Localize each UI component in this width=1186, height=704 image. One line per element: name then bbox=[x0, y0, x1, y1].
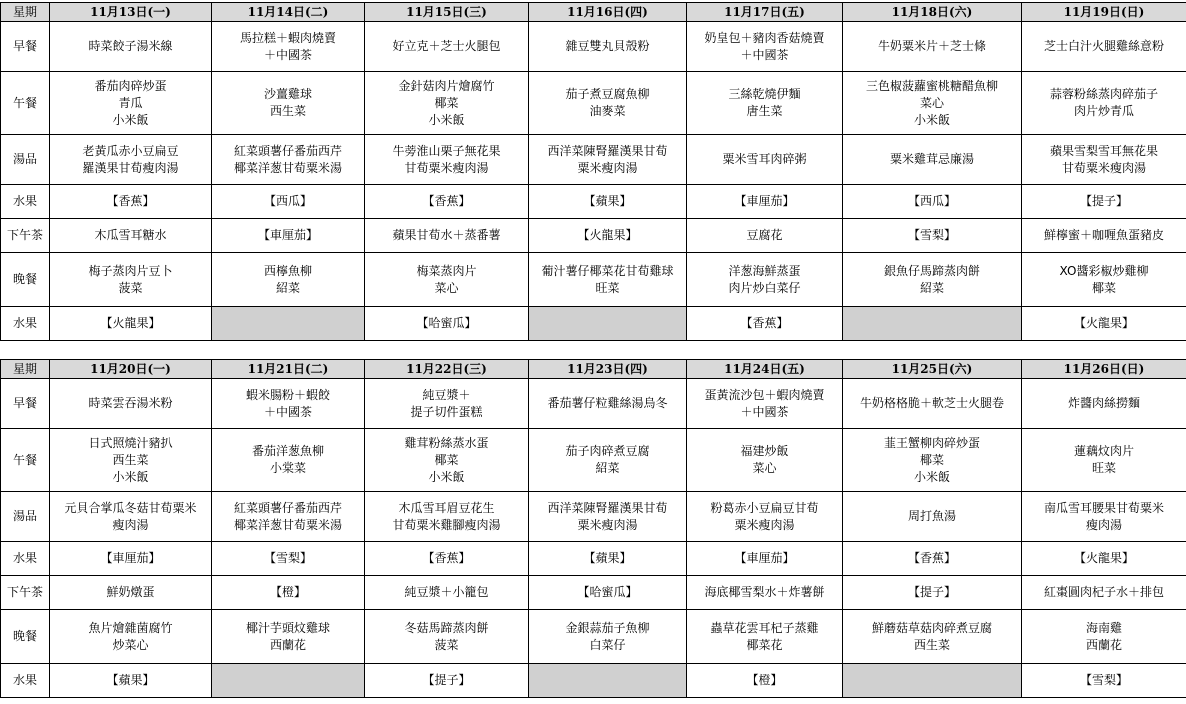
menu-cell bbox=[687, 492, 843, 542]
menu-item-line: 奶皇包＋豬肉香菇燒賣 bbox=[704, 30, 825, 45]
menu-item-line: 肉片炒白菜仔 bbox=[728, 280, 801, 295]
menu-item-line: 【蘋果】 bbox=[583, 194, 632, 208]
menu-table bbox=[0, 359, 1186, 698]
menu-item-line: 【香蕉】 bbox=[740, 316, 789, 330]
menu-cell bbox=[1022, 185, 1186, 219]
menu-item-line: 粉葛赤小豆扁豆甘荀 bbox=[710, 500, 819, 515]
menu-cell bbox=[50, 379, 212, 429]
menu-item-line: 蘋果雪梨雪耳無花果 bbox=[1049, 143, 1158, 158]
menu-cell bbox=[1022, 307, 1186, 341]
menu-cell bbox=[687, 72, 843, 135]
menu-item-line: ＋中國茶 bbox=[740, 404, 789, 419]
week-1-menu bbox=[0, 2, 1186, 341]
menu-item-line: 粟米瘦肉湯 bbox=[577, 160, 638, 175]
dinner-row bbox=[1, 610, 1186, 664]
menu-item-line: 木瓜雪耳眉豆花生 bbox=[398, 500, 495, 515]
date-header: 11月25日(六) bbox=[843, 360, 1022, 379]
menu-cell bbox=[212, 135, 365, 185]
weekday-header-label: 星期 bbox=[1, 3, 50, 22]
menu-cell bbox=[50, 72, 212, 135]
menu-item-line: 冬菇馬蹄蒸肉餅 bbox=[404, 620, 489, 635]
menu-cell bbox=[365, 253, 529, 307]
menu-item-line: 雞茸粉絲蒸水蛋 bbox=[404, 435, 489, 450]
menu-item-line: 小米飯 bbox=[913, 469, 950, 484]
menu-item-line: 鮮檸蜜＋咖喱魚蛋豬皮 bbox=[1043, 228, 1164, 242]
menu-cell bbox=[365, 379, 529, 429]
menu-item-line: 菠菜 bbox=[118, 280, 143, 295]
menu-item-line: 提子切件蛋糕 bbox=[410, 404, 483, 419]
meal-label: 水果 bbox=[1, 185, 50, 219]
date-header: 11月15日(三) bbox=[365, 3, 529, 22]
menu-cell bbox=[687, 610, 843, 664]
menu-item-line: 【香蕉】 bbox=[422, 551, 471, 565]
menu-item-line: 蘋果甘荀水＋蒸番薯 bbox=[392, 228, 501, 242]
menu-item-line: 菜心 bbox=[434, 280, 459, 295]
menu-cell bbox=[212, 72, 365, 135]
menu-cell bbox=[687, 135, 843, 185]
menu-item-line: 羅漢果甘荀瘦肉湯 bbox=[82, 160, 179, 175]
menu-cell bbox=[1022, 492, 1186, 542]
lunch-row bbox=[1, 429, 1186, 492]
menu-item-line: 鮮奶燉蛋 bbox=[106, 585, 155, 599]
menu-item-line: 小米飯 bbox=[112, 112, 149, 127]
meal-label: 早餐 bbox=[1, 22, 50, 72]
menu-cell bbox=[212, 253, 365, 307]
menu-cell bbox=[529, 185, 687, 219]
menu-item-line: 小米飯 bbox=[428, 469, 465, 484]
menu-item-line: 海底椰雪梨水＋炸薯餅 bbox=[704, 585, 825, 599]
date-header: 11月21日(二) bbox=[212, 360, 365, 379]
menu-cell bbox=[365, 610, 529, 664]
menu-item-line: 西生菜 bbox=[112, 452, 149, 467]
menu-cell bbox=[687, 253, 843, 307]
menu-item-line: 金銀蒜茄子魚柳 bbox=[565, 620, 650, 635]
menu-item-line: 西洋菜陳腎羅漢果甘荀 bbox=[547, 143, 668, 158]
empty-cell bbox=[212, 664, 365, 698]
menu-cell bbox=[687, 185, 843, 219]
menu-item-line: 好立克＋芝士火腿包 bbox=[392, 39, 501, 53]
menu-cell bbox=[529, 135, 687, 185]
menu-cell bbox=[529, 429, 687, 492]
menu-cell bbox=[529, 22, 687, 72]
date-header: 11月17日(五) bbox=[687, 3, 843, 22]
menu-cell bbox=[365, 185, 529, 219]
menu-item-line: 【火龍果】 bbox=[100, 316, 161, 330]
menu-cell bbox=[365, 576, 529, 610]
menu-item-line: 【蘋果】 bbox=[106, 673, 155, 687]
menu-cell bbox=[365, 307, 529, 341]
menu-cell bbox=[365, 542, 529, 576]
menu-cell bbox=[50, 22, 212, 72]
menu-cell bbox=[50, 135, 212, 185]
menu-item-line: 西生菜 bbox=[913, 637, 950, 652]
menu-item-line: 旺菜 bbox=[1091, 461, 1116, 475]
menu-item-line: 番茄薯仔粒雞絲湯烏冬 bbox=[547, 396, 668, 410]
menu-item-line: ＋中國茶 bbox=[263, 47, 312, 62]
menu-item-line: 茄子煮豆腐魚柳 bbox=[565, 87, 650, 101]
menu-item-line: 牛奶粟米片＋芝士條 bbox=[877, 39, 986, 53]
menu-item-line: 椰菜 bbox=[434, 452, 459, 467]
menu-item-line: 椰菜洋葱甘荀粟米湯 bbox=[233, 517, 342, 532]
empty-cell bbox=[529, 664, 687, 698]
menu-cell bbox=[843, 610, 1022, 664]
menu-item-line: 瘦肉湯 bbox=[1085, 517, 1122, 532]
menu-item-line: XO醬彩椒炒雞柳 bbox=[1059, 263, 1149, 278]
menu-item-line: 【香蕉】 bbox=[907, 551, 956, 565]
empty-cell bbox=[212, 307, 365, 341]
menu-cell bbox=[1022, 22, 1186, 72]
meal-label: 午餐 bbox=[1, 429, 50, 492]
menu-item-line: 紅菜頭薯仔番茄西芹 bbox=[233, 143, 342, 158]
menu-item-line: 海南雞 bbox=[1085, 620, 1122, 635]
menu-cell bbox=[1022, 253, 1186, 307]
weekday-header-label: 星期 bbox=[1, 360, 50, 379]
menu-item-line: 瘦肉湯 bbox=[112, 517, 149, 532]
menu-cell bbox=[1022, 429, 1186, 492]
menu-cell bbox=[687, 664, 843, 698]
menu-cell bbox=[365, 135, 529, 185]
menu-item-line: 西生菜 bbox=[269, 104, 306, 118]
menu-cell bbox=[843, 379, 1022, 429]
menu-cell bbox=[50, 664, 212, 698]
menu-item-line: ＋中國茶 bbox=[740, 47, 789, 62]
menu-item-line: 炸醬肉絲撈麵 bbox=[1067, 396, 1140, 410]
evening-fruit-row bbox=[1, 664, 1186, 698]
menu-item-line: 椰菜花 bbox=[746, 637, 783, 652]
menu-cell bbox=[529, 379, 687, 429]
menu-item-line: 菜心 bbox=[752, 461, 777, 475]
menu-item-line: 菜心 bbox=[919, 95, 944, 110]
menu-item-line: 牛蒡淮山栗子無花果 bbox=[392, 143, 501, 158]
menu-item-line: 椰菜洋葱甘荀粟米湯 bbox=[233, 160, 342, 175]
menu-item-line: 【車厘茄】 bbox=[734, 194, 795, 208]
menu-item-line: 椰菜 bbox=[434, 95, 459, 110]
menu-cell bbox=[50, 185, 212, 219]
menu-item-line: 西蘭花 bbox=[1085, 637, 1122, 652]
fruit-row bbox=[1, 542, 1186, 576]
menu-item-line: 木瓜雪耳糖水 bbox=[94, 228, 167, 242]
menu-cell bbox=[50, 492, 212, 542]
menu-cell bbox=[687, 219, 843, 253]
menu-item-line: 紅棗圓肉杞子水＋排包 bbox=[1043, 585, 1164, 599]
menu-item-line: 【蘋果】 bbox=[583, 551, 632, 565]
menu-item-line: 梅子蒸肉片豆卜 bbox=[88, 263, 173, 278]
menu-cell bbox=[529, 72, 687, 135]
menu-item-line: 蓮藕炆肉片 bbox=[1073, 444, 1134, 458]
menu-item-line: 【火龍果】 bbox=[1073, 316, 1134, 330]
menu-table bbox=[0, 2, 1186, 341]
lunch-row bbox=[1, 72, 1186, 135]
menu-item-line: 【車厘茄】 bbox=[734, 551, 795, 565]
meal-label: 晚餐 bbox=[1, 253, 50, 307]
date-header: 11月26日(日) bbox=[1022, 360, 1186, 379]
menu-cell bbox=[843, 185, 1022, 219]
menu-cell bbox=[687, 576, 843, 610]
menu-item-line: 蒜蓉粉絲蒸肉碎茄子 bbox=[1049, 87, 1158, 101]
menu-item-line: 魚片燴雜菌腐竹 bbox=[88, 620, 173, 635]
menu-cell bbox=[1022, 219, 1186, 253]
menu-cell bbox=[212, 492, 365, 542]
menu-cell bbox=[687, 429, 843, 492]
menu-item-line: 紅菜頭薯仔番茄西芹 bbox=[233, 500, 342, 515]
soup-row bbox=[1, 492, 1186, 542]
meal-label: 下午茶 bbox=[1, 576, 50, 610]
menu-item-line: 【提子】 bbox=[422, 673, 471, 687]
menu-item-line: 洋葱海鮮蒸蛋 bbox=[728, 263, 801, 278]
menu-item-line: 葡汁薯仔椰菜花甘荀雞球 bbox=[541, 263, 674, 278]
menu-item-line: 紹菜 bbox=[919, 280, 944, 295]
menu-cell bbox=[212, 610, 365, 664]
menu-item-line: 【香蕉】 bbox=[106, 194, 155, 208]
menu-item-line: 時菜雲吞湯米粉 bbox=[88, 396, 173, 410]
menu-item-line: 【橙】 bbox=[269, 585, 306, 599]
menu-cell bbox=[843, 135, 1022, 185]
menu-item-line: 【西瓜】 bbox=[907, 194, 956, 208]
menu-item-line: 三色椒菠蘿蜜桃糖醋魚柳 bbox=[865, 78, 998, 93]
date-header: 11月24日(五) bbox=[687, 360, 843, 379]
menu-item-line: 西檸魚柳 bbox=[263, 263, 312, 278]
menu-item-line: 茄子肉碎煮豆腐 bbox=[565, 444, 650, 458]
menu-cell bbox=[365, 429, 529, 492]
menu-item-line: 青瓜 bbox=[118, 95, 143, 110]
menu-item-line: 甘荀粟米雞腳瘦肉湯 bbox=[392, 517, 501, 532]
meal-label: 晚餐 bbox=[1, 610, 50, 664]
menu-item-line: 老黃瓜赤小豆扁豆 bbox=[82, 143, 179, 158]
menu-cell bbox=[529, 610, 687, 664]
menu-cell bbox=[843, 253, 1022, 307]
menu-item-line: 周打魚湯 bbox=[907, 509, 956, 523]
soup-row bbox=[1, 135, 1186, 185]
menu-cell bbox=[365, 72, 529, 135]
menu-cell bbox=[212, 576, 365, 610]
meal-label: 湯品 bbox=[1, 492, 50, 542]
meal-label: 下午茶 bbox=[1, 219, 50, 253]
meal-label: 水果 bbox=[1, 542, 50, 576]
menu-item-line: 【火龍果】 bbox=[577, 228, 638, 242]
menu-item-line: 【哈蜜瓜】 bbox=[416, 316, 477, 330]
menu-cell bbox=[687, 542, 843, 576]
menu-item-line: 鮮蘑菇草菇肉碎煮豆腐 bbox=[871, 620, 992, 635]
menu-item-line: 椰菜 bbox=[919, 452, 944, 467]
meal-label: 午餐 bbox=[1, 72, 50, 135]
menu-item-line: 蟲草花雲耳杞子蒸雞 bbox=[710, 620, 819, 635]
menu-item-line: 粟米雪耳肉碎粥 bbox=[722, 152, 807, 166]
menu-item-line: 肉片炒青瓜 bbox=[1073, 104, 1134, 118]
menu-cell bbox=[50, 253, 212, 307]
menu-item-line: 蛋黃流沙包＋蝦肉燒賣 bbox=[704, 387, 825, 402]
meal-label: 早餐 bbox=[1, 379, 50, 429]
menu-cell bbox=[529, 542, 687, 576]
empty-cell bbox=[843, 307, 1022, 341]
menu-item-line: 西蘭花 bbox=[269, 637, 306, 652]
breakfast-row bbox=[1, 379, 1186, 429]
menu-item-line: 番茄肉碎炒蛋 bbox=[94, 78, 167, 93]
menu-item-line: 菠菜 bbox=[434, 637, 459, 652]
menu-item-line: 馬拉糕＋蝦肉燒賣 bbox=[239, 30, 336, 45]
date-header: 11月22日(三) bbox=[365, 360, 529, 379]
menu-item-line: 三絲乾燒伊麵 bbox=[728, 87, 801, 101]
menu-cell bbox=[843, 22, 1022, 72]
menu-cell bbox=[50, 219, 212, 253]
menu-cell bbox=[212, 429, 365, 492]
afternoon-tea-row bbox=[1, 219, 1186, 253]
menu-item-line: 西洋菜陳腎羅漢果甘荀 bbox=[547, 500, 668, 515]
menu-item-line: 【香蕉】 bbox=[422, 194, 471, 208]
menu-item-line: 韮王蟹柳肉碎炒蛋 bbox=[883, 435, 980, 450]
menu-item-line: 小米飯 bbox=[428, 112, 465, 127]
menu-cell bbox=[212, 22, 365, 72]
menu-item-line: 時菜餃子湯米線 bbox=[88, 39, 173, 53]
menu-cell bbox=[529, 576, 687, 610]
menu-cell bbox=[50, 610, 212, 664]
menu-item-line: 粟米瘦肉湯 bbox=[577, 517, 638, 532]
meal-label: 水果 bbox=[1, 307, 50, 341]
menu-item-line: 粟米雞茸忌廉湯 bbox=[889, 152, 974, 166]
menu-item-line: 【火龍果】 bbox=[1073, 551, 1134, 565]
menu-cell bbox=[1022, 610, 1186, 664]
breakfast-row bbox=[1, 22, 1186, 72]
menu-cell bbox=[1022, 379, 1186, 429]
menu-item-line: 金針菇肉片燴腐竹 bbox=[398, 78, 495, 93]
meal-label: 水果 bbox=[1, 664, 50, 698]
menu-item-line: 【車厘茄】 bbox=[100, 551, 161, 565]
menu-item-line: 油麥菜 bbox=[589, 104, 626, 118]
menu-item-line: 【雪梨】 bbox=[263, 551, 312, 565]
menu-item-line: 【雪梨】 bbox=[907, 228, 956, 242]
menu-item-line: 豆腐花 bbox=[746, 228, 783, 242]
afternoon-tea-row bbox=[1, 576, 1186, 610]
dinner-row bbox=[1, 253, 1186, 307]
menu-cell bbox=[1022, 135, 1186, 185]
menu-item-line: 純豆漿＋ bbox=[422, 387, 471, 402]
menu-cell bbox=[212, 542, 365, 576]
menu-cell bbox=[529, 219, 687, 253]
menu-item-line: 蝦米腸粉＋蝦餃 bbox=[245, 387, 330, 402]
menu-cell bbox=[212, 185, 365, 219]
week-2-menu bbox=[0, 359, 1186, 698]
menu-item-line: 【提子】 bbox=[907, 585, 956, 599]
menu-cell bbox=[843, 72, 1022, 135]
menu-item-line: 芝士白汁火腿雞絲意粉 bbox=[1043, 39, 1164, 53]
menu-item-line: 椰菜 bbox=[1091, 280, 1116, 295]
menu-item-line: 紹菜 bbox=[275, 280, 300, 295]
evening-fruit-row bbox=[1, 307, 1186, 341]
menu-item-line: 白菜仔 bbox=[589, 637, 626, 652]
menu-item-line: ＋中國茶 bbox=[263, 404, 312, 419]
menu-cell bbox=[212, 379, 365, 429]
menu-item-line: 小棠菜 bbox=[269, 461, 306, 475]
menu-item-line: 【車厘茄】 bbox=[257, 228, 318, 242]
menu-item-line: 【橙】 bbox=[746, 673, 783, 687]
menu-item-line: 牛奶格格脆＋軟芝士火腿卷 bbox=[859, 396, 1004, 410]
menu-item-line: 紹菜 bbox=[595, 461, 620, 475]
menu-cell bbox=[687, 22, 843, 72]
menu-item-line: 元貝合掌瓜冬菇甘荀粟米 bbox=[64, 500, 197, 515]
menu-item-line: 南瓜雪耳腰果甘荀粟米 bbox=[1043, 500, 1164, 515]
menu-item-line: 福建炒飯 bbox=[740, 444, 789, 458]
menu-cell bbox=[843, 492, 1022, 542]
menu-item-line: 銀魚仔馬蹄蒸肉餅 bbox=[883, 263, 980, 278]
menu-item-line: 唐生菜 bbox=[746, 104, 783, 118]
menu-item-line: 【雪梨】 bbox=[1079, 673, 1128, 687]
menu-item-line: 番茄洋葱魚柳 bbox=[251, 444, 324, 458]
menu-item-line: 梅菜蒸肉片 bbox=[416, 263, 477, 278]
date-header: 11月19日(日) bbox=[1022, 3, 1186, 22]
menu-item-line: 日式照燒汁豬扒 bbox=[88, 435, 173, 450]
menu-item-line: 【哈蜜瓜】 bbox=[577, 585, 638, 599]
menu-item-line: 小米飯 bbox=[112, 469, 149, 484]
menu-cell bbox=[843, 219, 1022, 253]
menu-cell bbox=[687, 307, 843, 341]
date-header: 11月14日(二) bbox=[212, 3, 365, 22]
menu-cell bbox=[687, 379, 843, 429]
menu-item-line: 小米飯 bbox=[913, 112, 950, 127]
menu-item-line: 【西瓜】 bbox=[263, 194, 312, 208]
menu-item-line: 粟米瘦肉湯 bbox=[734, 517, 795, 532]
fruit-row bbox=[1, 185, 1186, 219]
date-header: 11月23日(四) bbox=[529, 360, 687, 379]
menu-cell bbox=[50, 429, 212, 492]
meal-label: 湯品 bbox=[1, 135, 50, 185]
menu-item-line: 雜豆雙丸貝殼粉 bbox=[565, 39, 650, 53]
date-header: 11月18日(六) bbox=[843, 3, 1022, 22]
menu-cell bbox=[843, 429, 1022, 492]
menu-item-line: 椰汁芋頭炆雞球 bbox=[245, 620, 330, 635]
menu-cell bbox=[365, 219, 529, 253]
menu-cell bbox=[529, 492, 687, 542]
menu-cell bbox=[1022, 542, 1186, 576]
menu-cell bbox=[1022, 576, 1186, 610]
menu-cell bbox=[1022, 664, 1186, 698]
menu-cell bbox=[843, 542, 1022, 576]
menu-cell bbox=[50, 576, 212, 610]
menu-cell bbox=[365, 664, 529, 698]
menu-cell bbox=[1022, 72, 1186, 135]
menu-cell bbox=[365, 22, 529, 72]
menu-item-line: 旺菜 bbox=[595, 280, 620, 295]
menu-cell bbox=[50, 542, 212, 576]
menu-item-line: 純豆漿＋小籠包 bbox=[404, 585, 489, 599]
menu-cell bbox=[365, 492, 529, 542]
menu-cell bbox=[50, 307, 212, 341]
empty-cell bbox=[529, 307, 687, 341]
menu-cell bbox=[212, 219, 365, 253]
date-header: 11月13日(一) bbox=[50, 3, 212, 22]
date-header: 11月16日(四) bbox=[529, 3, 687, 22]
empty-cell bbox=[843, 664, 1022, 698]
menu-cell bbox=[843, 576, 1022, 610]
menu-item-line: 【提子】 bbox=[1079, 194, 1128, 208]
menu-item-line: 甘荀粟米瘦肉湯 bbox=[404, 160, 489, 175]
menu-item-line: 甘荀粟米瘦肉湯 bbox=[1061, 160, 1146, 175]
menu-item-line: 炒菜心 bbox=[112, 637, 149, 652]
menu-item-line: 沙薑雞球 bbox=[263, 87, 312, 101]
date-header: 11月20日(一) bbox=[50, 360, 212, 379]
menu-cell bbox=[529, 253, 687, 307]
